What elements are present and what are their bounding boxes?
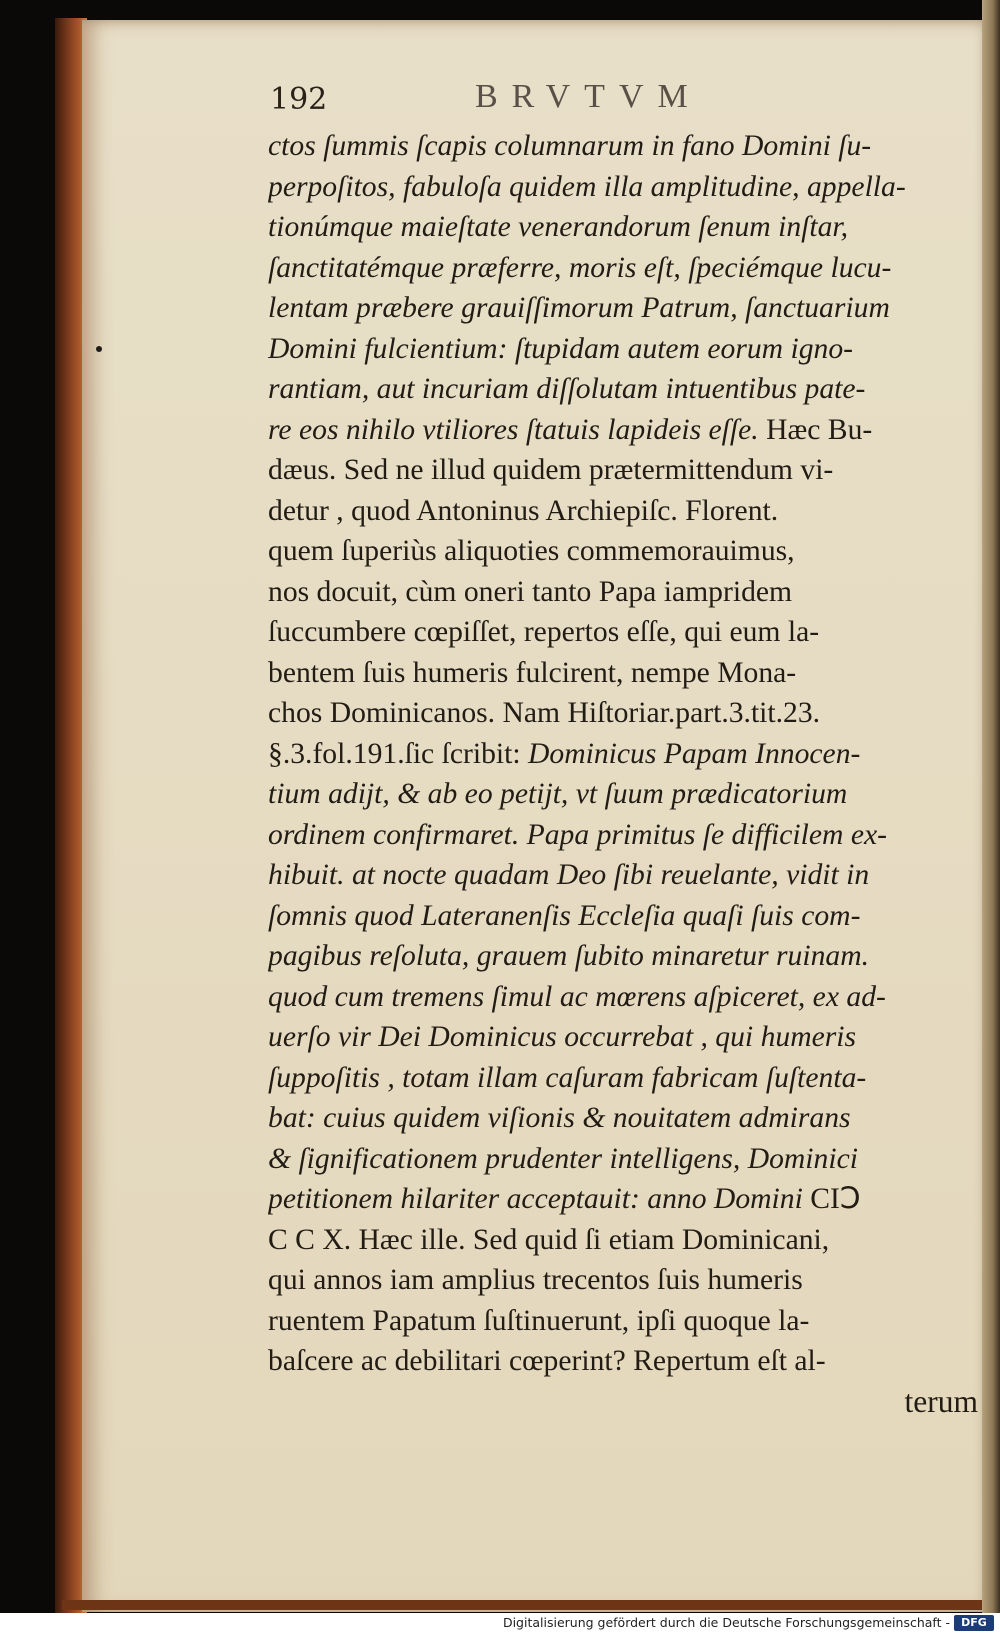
text-line: dæus. Sed ne illud quidem prætermittendum vi- (268, 454, 834, 486)
text-line: detur , quod Antoninus Archiepiſc. Florent. (268, 494, 779, 527)
italic-segment: Dominicus Papam Innocen- (528, 737, 861, 770)
text-line: quem ſuperiùs aliquoties commemorauimus, (268, 535, 795, 567)
text-line: uerſo vir Dei Dominicus occurrebat , qui humeris (268, 1021, 857, 1053)
text-line: rantiam, aut incuriam diſſolutam intuentibus pate- (268, 373, 866, 405)
italic-segment: re eos nihilo vtiliores ſtatuis lapideis eſſe. (268, 413, 759, 446)
text-line: perpoſitos, fabuloſa quidem illa amplitudine, appella- (268, 170, 906, 203)
roman-segment: Hæc Bu- (758, 413, 873, 446)
text-line: ſanctitatémque præferre, moris eſt, ſpeciémque lucu- (268, 251, 892, 284)
text-line: quod cum tremens ſimul ac mœrens aſpiceret, ex ad- (268, 980, 886, 1013)
text-line: ſuccumbere cœpiſſet, repertos eſſe, qui eum la- (268, 616, 820, 648)
text-line: baſcere ac debilitari cœperint? Repertum eſt al- (268, 1345, 826, 1377)
text-line: bentem ſuis humeris fulcirent, nempe Mona- (268, 656, 797, 689)
running-head: BRVTVM (475, 78, 702, 115)
text-line: ordinem confirmaret. Papa primitus ſe difficilem ex- (268, 818, 888, 851)
text-line: terum (904, 1383, 978, 1419)
page-number: 192 (270, 82, 328, 117)
text-line: ctos ſummis ſcapis columnarum in fano Domini ſu- (268, 130, 872, 162)
text-line: qui annos iam amplius trecentos ſuis humeris (268, 1264, 803, 1296)
dfg-logo-icon: DFG (954, 1615, 994, 1631)
text-line (268, 1179, 978, 1220)
page-bottom-edge (62, 1600, 982, 1610)
text-line: Domini fulcientium: ſtupidam autem eorum igno- (268, 332, 854, 365)
text-line: ſomnis quod Lateranenſis Eccleſia quaſi ſuis com- (268, 899, 861, 932)
text-line: tium adijt, & ab eo petijt, vt ſuum prædicatorium (268, 778, 848, 810)
page-header (270, 78, 970, 122)
text-line: bat: cuius quidem viſionis & nouitatem admirans (268, 1102, 851, 1134)
text-line: tionúmque maieſtate venerandorum ſenum inſtar, (268, 211, 849, 243)
text-line: ruentem Papatum ſuſtinuerunt, ipſi quoque la- (268, 1304, 810, 1337)
digitization-footer (0, 1613, 1000, 1634)
text-line: pagibus reſoluta, grauem ſubito minaretur ruinam. (268, 940, 870, 972)
facing-page-edge (982, 0, 1000, 1634)
italic-segment: petitionem hilariter acceptauit: anno Domini (268, 1183, 803, 1215)
text-line: hibuit. at nocte quadam Deo ſibi reuelante, vidit in (268, 859, 870, 891)
text-line (268, 734, 978, 775)
margin-mark (96, 346, 102, 352)
body-text (268, 126, 978, 1422)
text-line: chos Dominicanos. Nam Hiſtoriar.part.3.tit.23. (268, 697, 821, 729)
footer-credit: Digitalisierung gefördert durch die Deutsche Forschungsgemeinschaft - (502, 1615, 950, 1630)
text-line: & ſignificationem prudenter intelligens, Dominici (268, 1142, 858, 1175)
roman-segment: CIↃ (802, 1183, 861, 1215)
text-line (268, 410, 978, 451)
text-line: nos docuit, cùm oneri tanto Papa iampridem (268, 575, 793, 608)
text-line: lentam præbere grauiſſimorum Patrum, ſanctuarium (268, 292, 890, 324)
roman-segment: §.3.fol.191.ſic ſcribit: (268, 737, 528, 770)
text-line: C C X. Hæc ille. Sed quid ſi etiam Dominicani, (268, 1223, 830, 1256)
text-line: ſuppoſitis , totam illam caſuram fabricam ſuſtenta- (268, 1061, 867, 1094)
